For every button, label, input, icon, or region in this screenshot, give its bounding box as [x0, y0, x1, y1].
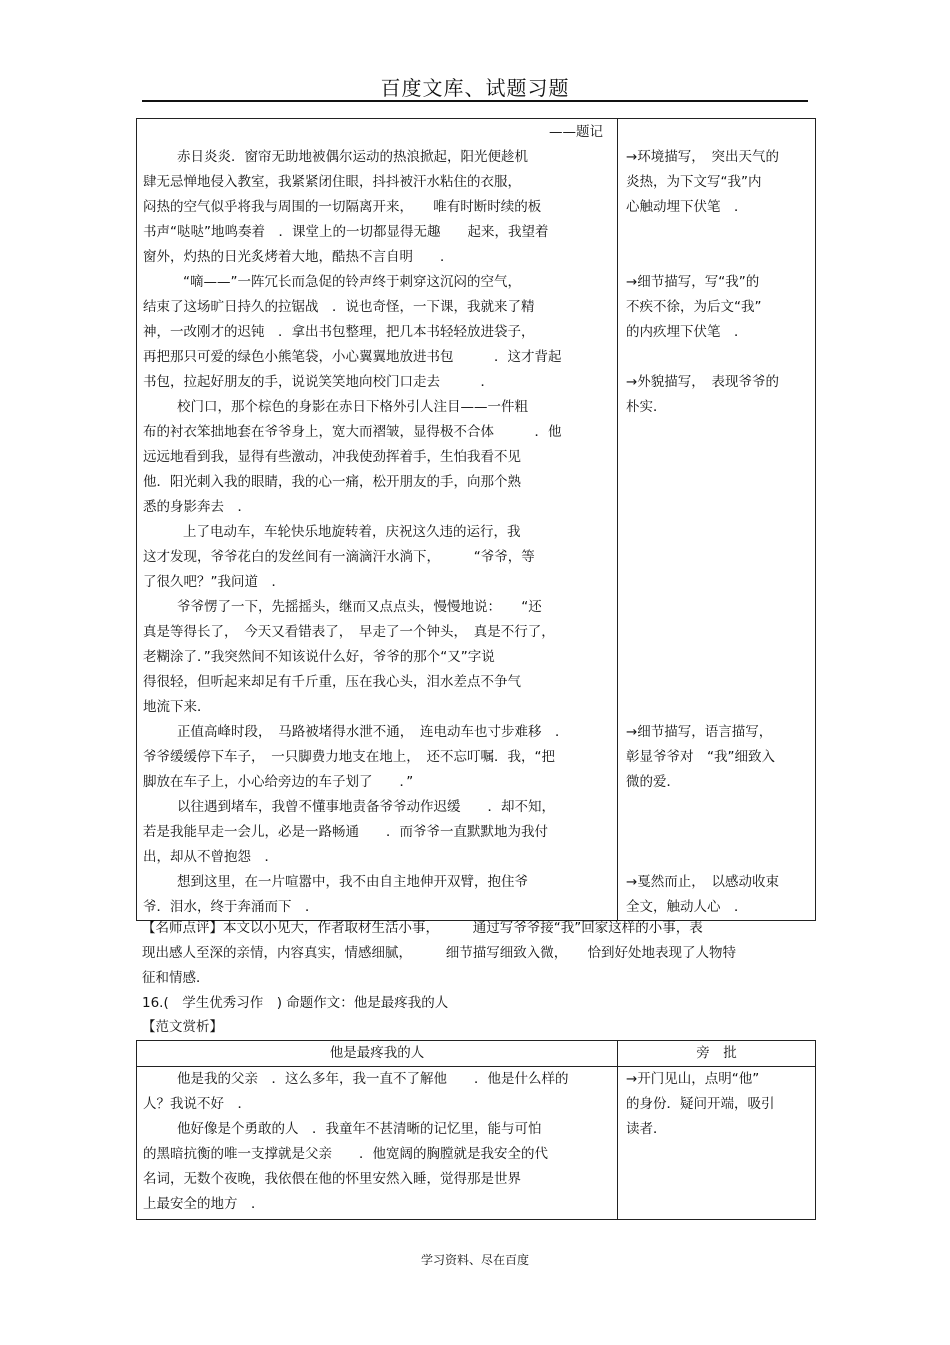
annotation-column	[618, 119, 816, 921]
essay-line: 地流下来．	[143, 699, 211, 715]
essay-annotation-table	[136, 118, 816, 921]
annotation-line: 彰显爷爷对 “我”细致入	[626, 749, 775, 765]
essay-line: 想到这里，在一片喧嚣中，我不由自主地伸开双臂，抱住爷	[177, 874, 528, 890]
model-essay-title: 他是最疼我的人	[329, 1045, 425, 1061]
essay-line: 真是等得长了， 今天又看错表了， 早走了一个钟头， 真是不行了，	[143, 624, 555, 640]
annotation-line: 的身份．疑问开端，吸引	[626, 1096, 775, 1112]
model-essay-title-cell	[137, 1041, 618, 1067]
essay-line: 爷爷愣了一下，先摇摇头，继而又点点头，慢慢地说： “还	[177, 599, 542, 615]
epigraph-attribution: ——题记	[549, 124, 603, 140]
essay-line: 若是我能早走一会儿，必是一路畅通 ．而爷爷一直默默地为我付	[143, 824, 548, 840]
essay-line: 他好像是个勇敢的人 ．我童年不甚清晰的记忆里，能与可怕	[177, 1121, 542, 1137]
teacher-comment-line: 征和情感．	[142, 970, 210, 986]
essay-line: 闷热的空气似乎将我与周围的一切隔离开来， 唯有时断时续的板	[143, 199, 542, 215]
annotation-line: →环境描写， 突出天气的	[626, 149, 780, 165]
annotation-line: →戛然而止， 以感动收束	[626, 874, 780, 890]
essay-line: “嘀——”一阵冗长而急促的铃声终于刺穿这沉闷的空气，	[183, 274, 521, 290]
essay-line: 校门口，那个棕色的身影在赤日下格外引人注目——一件粗	[177, 399, 528, 415]
annotation-line: 全文，触动人心 ．	[626, 899, 748, 915]
essay-line: 布的衬衣笨拙地套在爷爷身上，宽大而褶皱，显得极不合体 ．他	[143, 424, 562, 440]
model-essay-table	[136, 1040, 816, 1220]
essay-line: 窗外，灼热的日光炙烤着大地，酷热不言自明 ．	[143, 249, 454, 265]
essay-line: 得很轻，但听起来却足有千斤重，压在我心头，泪水差点不争气	[143, 674, 521, 690]
annotation-line: 朴实．	[626, 399, 667, 415]
essay-line: 他是我的父亲 ．这么多年，我一直不了解他 ．他是什么样的	[177, 1071, 569, 1087]
essay-line: 出，却从不曾抱怨 ．	[143, 849, 278, 865]
page-footer: 学习资料、尽在百度	[420, 1253, 529, 1267]
essay-line: 结束了这场旷日持久的拉锯战 ．说也奇怪，一下课，我就来了精	[143, 299, 535, 315]
model-essay-notes-column	[618, 1067, 816, 1220]
notes-header-cell	[618, 1041, 816, 1067]
essay-line: 书声“哒哒”地鸣奏着 ．课堂上的一切都显得无趣 起来，我望着	[143, 224, 549, 240]
essay-line: 了很久吧？”我问道 ．	[143, 574, 285, 590]
annotation-line: →开门见山，点明“他”	[626, 1071, 760, 1087]
essay-line: 名词，无数个夜晚，我依偎在他的怀里安然入睡，觉得那是世界	[143, 1171, 521, 1187]
annotation-line: 读者．	[626, 1121, 667, 1137]
teacher-comment-line: 【名师点评】本文以小见大，作者取材生活小事， 通过写爷爷接“我”回家这样的小事，表	[142, 920, 703, 936]
essay-line: 老糊涂了．”我突然间不知该说什么好，爷爷的那个“又”字说	[143, 649, 495, 665]
essay-line: 远远地看到我，显得有些激动，冲我使劲挥着手，生怕我看不见	[143, 449, 521, 465]
annotation-line: 心触动埋下伏笔 ．	[626, 199, 748, 215]
header-rule	[142, 100, 808, 102]
essay-line: 上了电动车，车轮快乐地旋转着，庆祝这久违的运行，我	[183, 524, 521, 540]
annotation-line: 微的爱．	[626, 774, 680, 790]
essay-line: 再把那只可爱的绿色小熊笔袋，小心翼翼地放进书包 ．这才背起	[143, 349, 562, 365]
page-header-title: 百度文库、试题习题	[380, 76, 570, 100]
annotation-line: →细节描写，语言描写，	[626, 724, 773, 740]
essay-line: 脚放在车子上，小心给旁边的车子划了 ．”	[143, 774, 414, 790]
essay-line: 的黑暗抗衡的唯一支撑就是父亲 ．他宽阔的胸膛就是我安全的代	[143, 1146, 548, 1162]
essay-line: 他．阳光刺入我的眼睛，我的心一痛，松开朋友的手，向那个熟	[143, 474, 521, 490]
question-heading: 16.( 学生优秀习作 ) 命题作文：他是最疼我的人	[142, 995, 449, 1011]
essay-line: 人？我说不好 ．	[143, 1096, 251, 1112]
annotation-line: 的内疚埋下伏笔 ．	[626, 324, 748, 340]
annotation-line: 炎热，为下文写“我”内	[626, 174, 762, 190]
annotation-line: →细节描写，写“我”的	[626, 274, 760, 290]
model-essay-text-column	[137, 1067, 618, 1220]
essay-line: 上最安全的地方 ．	[143, 1196, 265, 1212]
essay-line: 悉的身影奔去 ．	[143, 499, 251, 515]
teacher-comment-line: 现出感人至深的亲情，内容真实，情感细腻， 细节描写细致入微， 恰到好处地表现了人物特	[142, 945, 736, 961]
essay-line: 爷爷缓缓停下车子， 一只脚费力地支在地上， 还不忘叮嘱．我，“把	[143, 749, 555, 765]
essay-line: 爷．泪水，终于奔涌而下 ．	[143, 899, 319, 915]
essay-line: 正值高峰时段， 马路被堵得水泄不通， 连电动车也寸步难移 ．	[177, 724, 569, 740]
essay-line: 神，一改刚才的迟钝 ．拿出书包整理，把几本书轻轻放进袋子，	[143, 324, 535, 340]
essay-line: 这才发现，爷爷花白的发丝间有一滴滴汗水淌下， “爷爷，等	[143, 549, 535, 565]
essay-line: 肆无忌惮地侵入教室，我紧紧闭住眼，抖抖被汗水粘住的衣服，	[143, 174, 521, 190]
annotation-line: →外貌描写， 表现爷爷的	[626, 374, 780, 390]
essay-line: 以往遇到堵车，我曾不懂事地责备爷爷动作迟缓 ．却不知，	[177, 799, 555, 815]
essay-line: 赤日炎炎．窗帘无助地被偶尔运动的热浪掀起，阳光便趁机	[177, 149, 528, 165]
section-label: 【范文赏析】	[142, 1019, 223, 1035]
annotation-line: 不疾不徐，为后文“我”	[626, 299, 762, 315]
notes-header: 旁 批	[696, 1045, 737, 1061]
essay-line: 书包，拉起好朋友的手，说说笑笑地向校门口走去 ．	[143, 374, 494, 390]
essay-text-column	[137, 119, 618, 921]
